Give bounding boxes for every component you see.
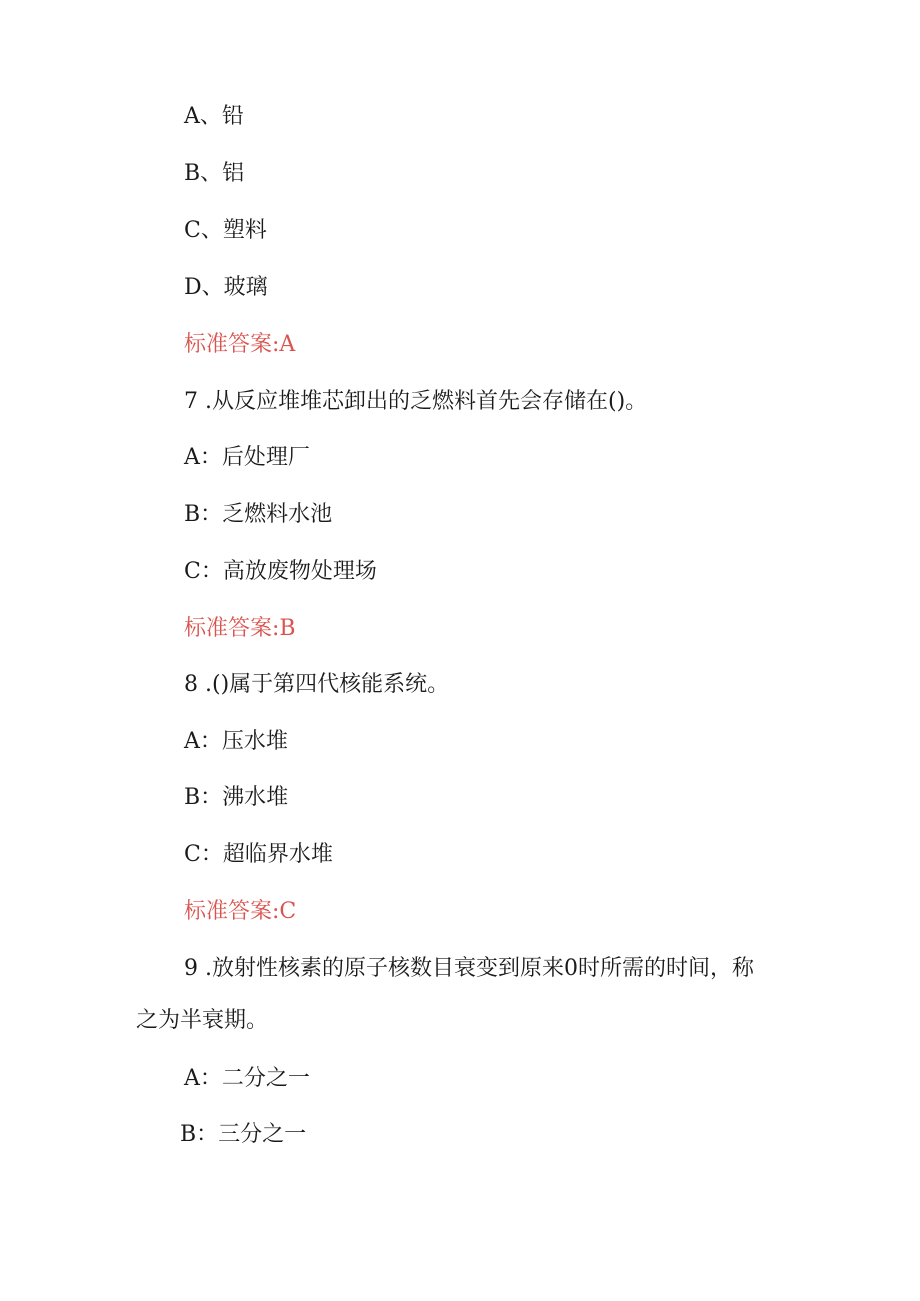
option-q6-c: C、塑料 [184,218,267,243]
option-q7-c: C：高放废物处理场 [184,559,377,584]
question-9-line-1: 9 .放射性核素的原子核数目衰变到原来0时所需的时间，称 [184,956,754,981]
answer-q6: 标准答案:A [184,332,296,357]
question-9 [136,954,796,1036]
answer-q8: 标准答案:C [184,899,297,924]
option-q8-a: A：压水堆 [184,729,288,754]
question-7: 7 .从反应堆堆芯卸出的乏燃料首先会存储在()。 [184,389,648,414]
option-q8-c: C：超临界水堆 [184,842,333,867]
option-q9-b: B：三分之一 [180,1122,307,1147]
option-q8-b: B：沸水堆 [184,785,289,810]
option-q6-b: B、铝 [184,161,245,186]
option-q7-a: A：后处理厂 [184,445,310,470]
option-q6-d: D、玻璃 [184,275,268,300]
option-q6-a: A、铅 [184,104,244,129]
option-q9-a: A：二分之一 [184,1066,310,1091]
question-8: 8 .()属于第四代核能系统。 [184,672,450,697]
question-9-line-2: 之为半衰期。 [136,1008,269,1033]
option-q7-b: B：乏燃料水池 [184,502,333,527]
answer-q7: 标准答案:B [184,616,296,641]
